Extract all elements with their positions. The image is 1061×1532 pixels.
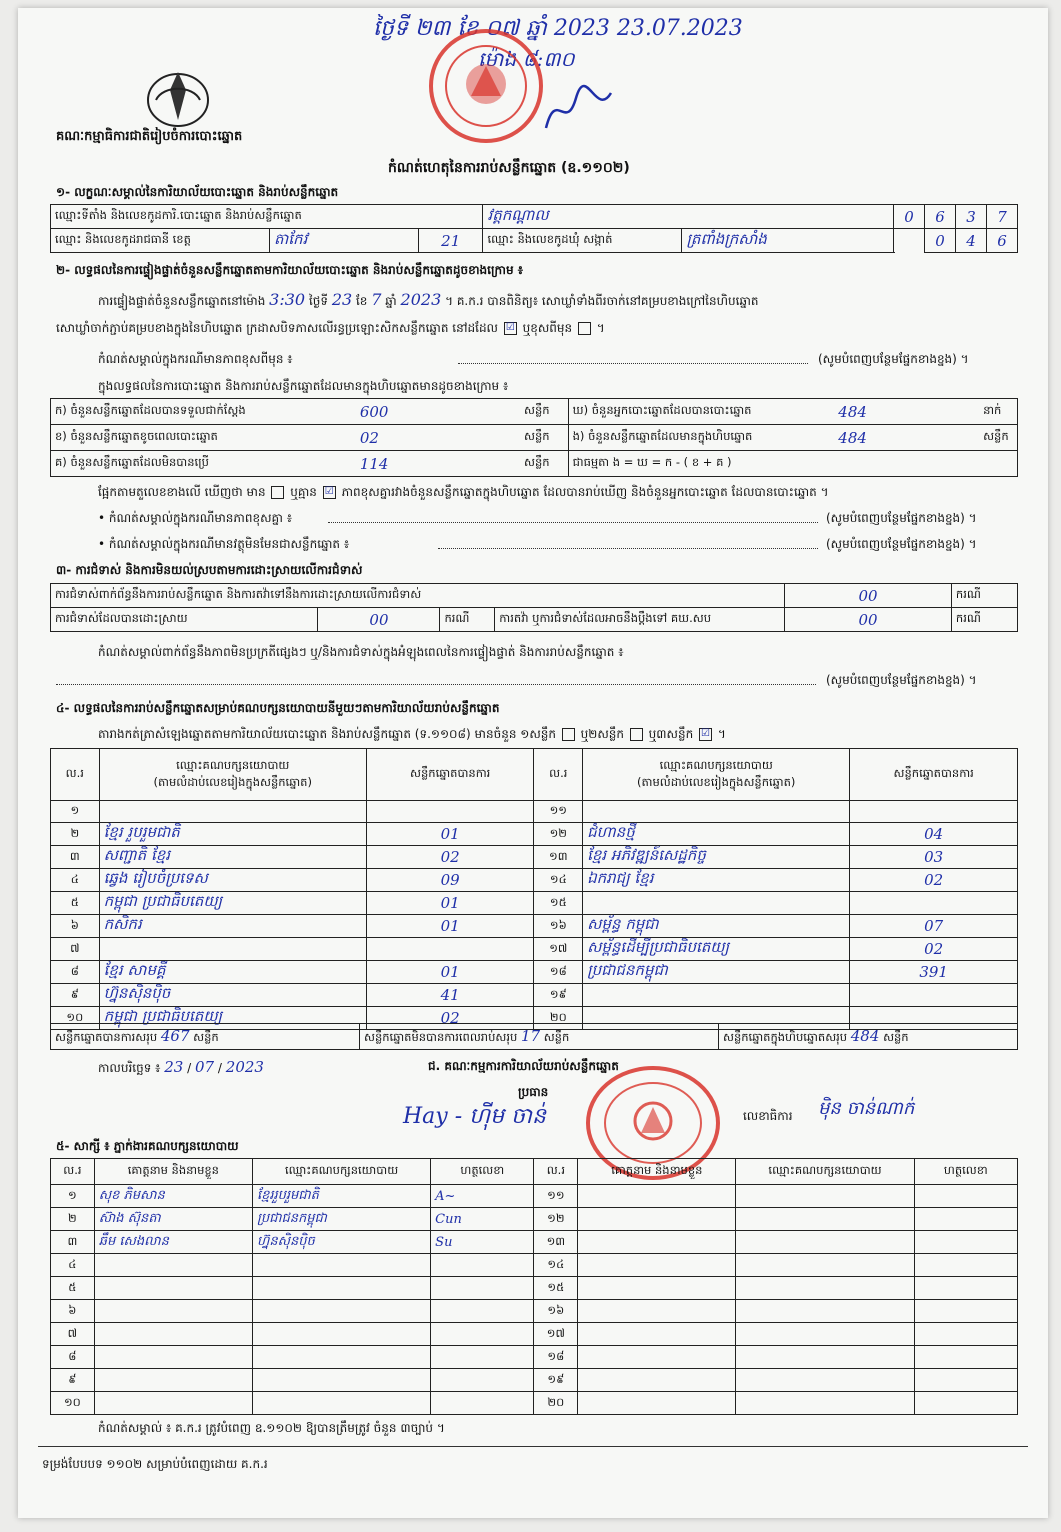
witness-signature: A~	[431, 1185, 534, 1208]
province-code: 21	[419, 229, 483, 253]
formula: ជាធម្មតា ង = ឃ = ក - ( ខ + គ )	[568, 451, 1017, 477]
party-no: ២០	[534, 1007, 583, 1030]
seal-text: សោឃ្លាំចាក់ភ្ជាប់គម្របខាងក្នុងនៃហិបឆ្នោត ក្រដាសបិទភាសលើរន្ធប្រឡោះសិកសន្លឹកឆ្នោត នៅដដែល	[56, 321, 498, 335]
witness-signature	[431, 1392, 534, 1415]
witness-party	[252, 1346, 430, 1369]
appeal-unit: ករណី	[951, 608, 1017, 632]
th-no-right: ល.រ	[534, 749, 583, 801]
witness-no: ១៩	[534, 1369, 578, 1392]
bullet-foreign-object: • កំណត់សម្គាល់ក្នុងករណីមានវត្ថុមិនមែនជាសន្លឹកឆ្នោត ៖	[98, 537, 350, 551]
section2-heading: ២- លទ្ធផលនៃការផ្ទៀងផ្ទាត់ចំនួនសន្លឹកឆ្នោតតាមការិយាល័យបោះឆ្នោត និងរាប់សន្លឹកឆ្នោតដូចខាងក្រោម ៖	[56, 263, 524, 277]
witness-signature	[914, 1254, 1017, 1277]
party-name: ប្រជាជនកម្ពុជា	[583, 961, 850, 984]
votes-table	[50, 748, 1018, 1030]
three-sheet-checkbox[interactable]: ☑	[699, 728, 712, 741]
table-row	[51, 801, 1018, 823]
witness-no: ៣	[51, 1231, 95, 1254]
witness-name	[578, 1323, 736, 1346]
party-votes: 01	[366, 961, 534, 984]
th-w-sign-left: ហត្ថលេខា	[431, 1159, 534, 1185]
witness-signature	[914, 1392, 1017, 1415]
ngo-label: ឃ) ចំនួនអ្នកបោះឆ្នោតដែលបានបោះឆ្នោត	[568, 399, 834, 425]
th-w-name-right: គោត្តនាម និងនាមខ្លួន	[578, 1159, 736, 1185]
party-no: ១៨	[534, 961, 583, 984]
intro-text-b: ឬ២សន្លឹក	[580, 727, 625, 741]
party-no: ១	[51, 801, 100, 823]
witness-name	[578, 1185, 736, 1208]
table-row	[51, 984, 1018, 1007]
difference-note-label: កំណត់សម្គាល់ក្នុងករណីមានភាពខុសពីមុន ៖	[98, 352, 293, 366]
commune-code-digit: 0	[925, 229, 956, 253]
party-votes: 391	[850, 961, 1018, 984]
appeal-label: ការតវ៉ា ឬការជំទាស់ដែលអាចនឹងប្តឹងទៅ គឃ.សប	[495, 608, 785, 632]
total-invalid-unit: សន្លឹក	[543, 1029, 570, 1044]
witness-name	[578, 1392, 736, 1415]
location-code-digit: 3	[956, 205, 987, 229]
witness-party	[736, 1231, 914, 1254]
party-no: ៨	[51, 961, 100, 984]
witness-no: ៥	[51, 1277, 95, 1300]
ng-label: ង) ចំនួនសន្លឹកឆ្នោតដែលមានក្នុងហិបឆ្នោត	[568, 425, 834, 451]
party-no: ១២	[534, 823, 583, 846]
verification-line	[98, 290, 758, 311]
difference-no-checkbox[interactable]: ☑	[323, 486, 336, 499]
table-row	[51, 1185, 1018, 1208]
witness-no: ២	[51, 1208, 95, 1231]
witness-party	[736, 1254, 914, 1277]
party-no: ១៥	[534, 892, 583, 915]
changed-checkbox[interactable]	[578, 322, 591, 335]
objection-label: ការជំទាស់ពាក់ព័ន្ធនឹងការរាប់សន្លឹកឆ្នោត និងការតវ៉ាទៅនឹងការដោះស្រាយលើការជំទាស់	[51, 584, 785, 608]
witness-signature: Cun	[431, 1208, 534, 1231]
witness-signature	[431, 1323, 534, 1346]
table-row	[51, 1254, 1018, 1277]
witness-party	[736, 1346, 914, 1369]
ngo-value: 484	[834, 399, 979, 425]
results-intro: ក្នុងលទ្ធផលនៃការបោះឆ្នោត និងការរាប់សន្លឹកឆ្នោតដែលមានក្នុងហិបឆ្នោតមានដូចខាងក្រោម ៖	[98, 379, 509, 393]
party-votes: 09	[366, 869, 534, 892]
resolved-label: ការជំទាស់ដែលបានដោះស្រាយ	[51, 608, 318, 632]
total-valid-unit: សន្លឹក	[193, 1029, 219, 1044]
committee-label: ជ. គណៈកម្មការការិយាល័យរាប់សន្លឹកឆ្នោត	[428, 1059, 619, 1073]
location-code-digit: 7	[987, 205, 1018, 229]
party-no: ៣	[51, 846, 100, 869]
handwritten-date-note: ថ្ងៃទី ២៣ ខែ ០៧ ឆ្នាំ 2023 23.07.2023	[373, 16, 743, 41]
party-votes: 04	[850, 823, 1018, 846]
witness-signature	[914, 1208, 1017, 1231]
table-row	[51, 1346, 1018, 1369]
party-no: ១១	[534, 801, 583, 823]
two-sheet-checkbox[interactable]	[630, 728, 643, 741]
ng-value: 484	[834, 425, 979, 451]
day-label: ថ្ងៃទី	[308, 294, 328, 308]
commune-value: ត្រពាំងក្រសាំង	[682, 229, 894, 253]
witness-signature	[914, 1277, 1017, 1300]
party-name: ខ្មែរ រួបរួមជាតិ	[99, 823, 366, 846]
party-name: ខ្មែរ សាមគ្គី	[99, 961, 366, 984]
bullet-difference: • កំណត់សម្គាល់ក្នុងករណីមានភាពខុសគ្នា ៖	[98, 511, 293, 525]
witness-party	[252, 1392, 430, 1415]
party-name: ខ្មែរ អភិវឌ្ឍន៍សេដ្ឋកិច្ច	[583, 846, 850, 869]
year-label: ឆ្នាំ	[385, 294, 397, 308]
signature-top	[536, 78, 616, 138]
witness-party	[736, 1185, 914, 1208]
witness-name: ឆឹម សេងលាន	[94, 1231, 252, 1254]
witness-name	[94, 1277, 252, 1300]
party-votes: 41	[366, 984, 534, 1007]
month-label: ខែ	[356, 294, 368, 308]
witness-party	[736, 1392, 914, 1415]
kha-unit: សន្លឹក	[520, 425, 568, 451]
fill-hint-2: (សូមបំពេញបន្ថែមផ្នែកខាងខ្នង) ។	[826, 511, 977, 525]
location-label: ឈ្មោះទីតាំង និងលេខកូដការិ.បោះឆ្នោត និងរាប់សន្លឹកឆ្នោត	[51, 205, 483, 229]
witness-no: ១៦	[534, 1300, 578, 1323]
section4-heading: ៤- លទ្ធផលនៃការរាប់សន្លឹកឆ្នោតសម្រាប់គណបក្សនយោបាយនីមួយៗតាមការិយាល័យរាប់សន្លឹកឆ្នោត	[56, 701, 500, 715]
witness-no: ២០	[534, 1392, 578, 1415]
date-line: កាលបរិច្ឆេទ ៖ 23 / 07 / 2023	[98, 1058, 264, 1076]
resolved-value: 00	[318, 608, 440, 632]
commune-label: ឈ្មោះ និងលេខកូដឃុំ សង្កាត់	[483, 229, 682, 253]
difference-note-line	[458, 351, 808, 364]
witness-name	[94, 1369, 252, 1392]
footer-text: ទម្រង់បែបបទ ១១០២ សម្រាប់បំពេញដោយ គ.ក.រ	[42, 1457, 268, 1471]
witness-party: ហ្វ៊ុនស៊ិនប៉ិច	[252, 1231, 430, 1254]
party-name: សញ្ជាតិ ខ្មែរ	[99, 846, 366, 869]
table-row	[51, 1323, 1018, 1346]
party-name	[99, 801, 366, 823]
party-no: ៤	[51, 869, 100, 892]
party-no: ៥	[51, 892, 100, 915]
th-w-sign-right: ហត្ថលេខា	[914, 1159, 1017, 1185]
commune-code-digit: 6	[987, 229, 1018, 253]
witness-no: ១៤	[534, 1254, 578, 1277]
bullet-difference-line	[328, 510, 818, 523]
section5-note: កំណត់សម្គាល់ ៖ គ.ក.រ ត្រូវបំពេញ ឧ.១១០២ ឱ្យបានត្រឹមត្រូវ ចំនួន ៣ច្បាប់ ។	[98, 1421, 445, 1435]
witness-no: ១៣	[534, 1231, 578, 1254]
party-no: ១៣	[534, 846, 583, 869]
unchanged-checkbox[interactable]: ☑	[504, 322, 517, 335]
section1-table	[50, 204, 1018, 253]
witness-signature	[431, 1300, 534, 1323]
total-valid-label: សន្លឹកឆ្នោតបានការសរុប	[55, 1029, 158, 1044]
changed-label: ឬខុសពីមុន	[522, 321, 573, 335]
party-no: ១៦	[534, 915, 583, 938]
nec-emblem-icon	[138, 60, 218, 130]
witness-table	[50, 1158, 1018, 1415]
commune-code-digit: 4	[956, 229, 987, 253]
witness-no: ១២	[534, 1208, 578, 1231]
witness-party	[252, 1369, 430, 1392]
irregularity-note: កំណត់សម្គាល់ពាក់ព័ន្ធនឹងភាពមិនប្រក្រតីផ្សេងៗ ឬ/និងការជំទាស់ក្នុងអំឡុងពេលនៃការផ្ទៀងផ្ទាត់ និងការរាប់សន្លឹកឆ្នោត ៖	[98, 645, 624, 659]
party-votes: 07	[850, 915, 1018, 938]
witness-signature	[914, 1300, 1017, 1323]
section4-intro: តារាងកត់ត្រាសំឡេងឆ្នោតតាមការិយាល័យបោះឆ្នោត និងរាប់សន្លឹកឆ្នោត (ទ.១១០៨) មានចំនួន ១សន្លឹក ឬ២សន្លឹក ឬ៣សន្លឹក ☑ ។	[98, 727, 726, 741]
party-votes: 02	[850, 869, 1018, 892]
witness-name: ស៊ាង ស៊ុនតា	[94, 1208, 252, 1231]
th-party-right-text: ឈ្មោះគណបក្សនយោបាយ	[659, 757, 773, 772]
province-value: តាកែវ	[270, 229, 419, 253]
witness-party	[736, 1208, 914, 1231]
total-invalid-value: 17	[520, 1026, 541, 1045]
form-title: កំណត់ហេតុនៃការរាប់សន្លឹកឆ្នោត (ឧ.១១០២)	[388, 160, 630, 176]
witness-no: ៧	[51, 1323, 95, 1346]
party-votes	[850, 984, 1018, 1007]
ko-unit: សន្លឹក	[520, 451, 568, 477]
witness-signature: Su	[431, 1231, 534, 1254]
difference-yes-checkbox[interactable]	[271, 486, 284, 499]
witness-signature	[914, 1346, 1017, 1369]
ng-unit: សន្លឹក	[979, 425, 1017, 451]
party-name: កសិករ	[99, 915, 366, 938]
witness-no: ១១	[534, 1185, 578, 1208]
total-ballot	[719, 1024, 1018, 1050]
date-day: 23	[164, 1058, 184, 1076]
objection-value: 00	[785, 584, 952, 608]
table-row	[51, 1392, 1018, 1415]
witness-name	[94, 1254, 252, 1277]
kha-label: ខ) ចំនួនសន្លឹកឆ្នោតខូចពេលបោះឆ្នោត	[51, 425, 356, 451]
official-stamp-top	[426, 26, 546, 146]
witness-party	[252, 1254, 430, 1277]
result-text-a: ផ្អែកតាមតួលេខខាងលើ ឃើញថា មាន	[98, 485, 266, 499]
table-row	[51, 1369, 1018, 1392]
objection-unit: ករណី	[951, 584, 1017, 608]
party-name	[99, 938, 366, 961]
witness-signature	[914, 1231, 1017, 1254]
witness-name	[578, 1346, 736, 1369]
table-row	[51, 961, 1018, 984]
witness-no: ៨	[51, 1346, 95, 1369]
verify-text-a: ការផ្ទៀងផ្ទាត់ចំនួនសន្លឹកឆ្នោតនៅម៉ោង	[98, 294, 266, 308]
th-party-left	[99, 749, 366, 801]
verify-day: 23	[331, 290, 353, 309]
verify-year: 2023	[400, 290, 442, 309]
party-name: ឆ្វេង រៀបចំប្រទេស	[99, 869, 366, 892]
table-row	[51, 869, 1018, 892]
witness-signature	[431, 1277, 534, 1300]
party-name: សម្ព័ន្ធដើម្បីប្រជាធិបតេយ្យ	[583, 938, 850, 961]
witness-name: សុខ ភិមសាន	[94, 1185, 252, 1208]
ka-label: ក) ចំនួនសន្លឹកឆ្នោតដែលបានទទួលជាក់ស្តែង	[51, 399, 356, 425]
ko-label: គ) ចំនួនសន្លឹកឆ្នោតដែលមិនបានប្រើ	[51, 451, 356, 477]
table-row	[51, 915, 1018, 938]
party-name	[583, 892, 850, 915]
ballot-count-form	[18, 8, 1048, 1518]
ka-value: 600	[356, 399, 520, 425]
total-valid-value: 467	[160, 1026, 190, 1045]
one-sheet-checkbox[interactable]	[562, 728, 575, 741]
witness-party: ប្រជាជនកម្ពុជា	[252, 1208, 430, 1231]
party-name: កម្ពុជា ប្រជាធិបតេយ្យ	[99, 1007, 366, 1030]
witness-signature	[431, 1254, 534, 1277]
party-name: ហ្វ៊ុនស៊ិនប៉ិច	[99, 984, 366, 1007]
result-text-b: ឬគ្មាន	[290, 485, 317, 499]
result-text-c: ភាពខុសគ្នារវាងចំនួនសន្លឹកឆ្នោតក្នុងហិបឆ្នោត ដែលបានរាប់ឃើញ និងចំនួនអ្នកបោះឆ្នោត ដែលបានបោះឆ្នោត ។	[341, 485, 829, 499]
intro-text: តារាងកត់ត្រាសំឡេងឆ្នោតតាមការិយាល័យបោះឆ្នោត និងរាប់សន្លឹកឆ្នោត (ទ.១១០៨) មានចំនួន ១សន្លឹក	[98, 727, 556, 741]
witness-name	[94, 1300, 252, 1323]
witness-name	[578, 1277, 736, 1300]
witness-signature	[914, 1185, 1017, 1208]
verify-text-b: ។ គ.ក.រ បានពិនិត្យ៖ សោឃ្លាំទាំងពីរចាក់នៅគម្របខាងក្រៅនៃហិបឆ្នោត	[445, 294, 759, 308]
party-no: ៩	[51, 984, 100, 1007]
party-no: ១៤	[534, 869, 583, 892]
table-row	[51, 1231, 1018, 1254]
table-row	[51, 1208, 1018, 1231]
president-signature: Hay - ហ៊ីម ចាន់	[403, 1104, 546, 1129]
fill-hint-4: (សូមបំពេញបន្ថែមផ្នែកខាងខ្នង) ។	[826, 673, 977, 687]
fill-hint: (សូមបំពេញបន្ថែមផ្នែកខាងខ្នង) ។	[818, 352, 969, 366]
witness-name	[578, 1369, 736, 1392]
th-w-party-right: ឈ្មោះគណបក្សនយោបាយ	[736, 1159, 914, 1185]
witness-name	[578, 1300, 736, 1323]
ngo-unit: នាក់	[979, 399, 1017, 425]
total-valid	[51, 1024, 360, 1050]
footer-divider	[38, 1446, 1028, 1447]
witness-no: ៦	[51, 1300, 95, 1323]
party-no: ២	[51, 823, 100, 846]
party-no: ១៧	[534, 938, 583, 961]
total-ballot-label: សន្លឹកឆ្នោតក្នុងហិបឆ្នោតសរុប	[723, 1029, 848, 1044]
province-label: ឈ្មោះ និងលេខកូដរាជធានី ខេត្ត	[51, 229, 270, 253]
th-votes-right: សន្លឹកឆ្នោតបានការ	[850, 749, 1018, 801]
party-votes	[366, 938, 534, 961]
party-votes: 01	[366, 915, 534, 938]
irregularity-line	[56, 672, 816, 685]
witness-name	[578, 1231, 736, 1254]
handwritten-time-note: ម៉ោង ៨:៣០	[478, 47, 575, 71]
table-row	[51, 938, 1018, 961]
table-row	[51, 892, 1018, 915]
ka-unit: សន្លឹក	[520, 399, 568, 425]
th-w-no-right: ល.រ	[534, 1159, 578, 1185]
party-votes	[850, 892, 1018, 915]
witness-no: ៤	[51, 1254, 95, 1277]
party-votes: 02	[850, 938, 1018, 961]
votes-totals	[50, 1023, 1018, 1050]
th-votes-left: សន្លឹកឆ្នោតបានការ	[366, 749, 534, 801]
party-name	[583, 984, 850, 1007]
total-ballot-value: 484	[850, 1026, 880, 1045]
th-w-party-left: ឈ្មោះគណបក្សនយោបាយ	[252, 1159, 430, 1185]
section1-heading: ១- លក្ខណៈសម្គាល់នៃការិយាល័យបោះឆ្នោត និងរាប់សន្លឹកឆ្នោត	[56, 185, 339, 199]
party-no: ១០	[51, 1007, 100, 1030]
secretary-label: លេខាធិការ	[743, 1109, 793, 1123]
section2-counts-table	[50, 398, 1018, 477]
party-votes: 02	[366, 846, 534, 869]
th-no-left: ល.រ	[51, 749, 100, 801]
witness-party	[252, 1323, 430, 1346]
party-votes: 01	[366, 823, 534, 846]
witness-name	[94, 1346, 252, 1369]
party-votes: 02	[366, 1007, 534, 1030]
location-code-digit: 6	[925, 205, 956, 229]
party-votes: 01	[366, 892, 534, 915]
th-party-right-sub: (តាមលំដាប់លេខរៀងក្នុងសន្លឹកឆ្នោត)	[637, 774, 796, 789]
party-name: ឯករាជ្យ ខ្មែរ	[583, 869, 850, 892]
section3-heading: ៣- ការជំទាស់ និងការមិនយល់ស្របតាមការដោះស្រាយលើការជំទាស់	[56, 563, 363, 577]
party-name: សម្ព័ន្ធ កម្ពុជា	[583, 915, 850, 938]
th-w-name-left: គោត្តនាម និងនាមខ្លួន	[94, 1159, 252, 1185]
witness-no: ៩	[51, 1369, 95, 1392]
witness-party: ខ្មែររួបរួមជាតិ	[252, 1185, 430, 1208]
table-row	[51, 1300, 1018, 1323]
witness-signature	[914, 1323, 1017, 1346]
witness-party	[736, 1300, 914, 1323]
witness-no: ១៧	[534, 1323, 578, 1346]
bullet-foreign-line	[438, 536, 818, 549]
location-code-digit: 0	[894, 205, 925, 229]
party-votes	[850, 801, 1018, 823]
th-party-right	[583, 749, 850, 801]
total-invalid	[360, 1024, 719, 1050]
th-party-left-sub: (តាមលំដាប់លេខរៀងក្នុងសន្លឹកឆ្នោត)	[153, 774, 312, 789]
location-value: វត្តកណ្តាល	[483, 205, 894, 229]
resolved-unit: ករណី	[440, 608, 495, 632]
org-name: គណៈកម្មាធិការជាតិរៀបចំការបោះឆ្នោត	[56, 129, 243, 144]
verify-month: 7	[371, 290, 382, 309]
witness-name	[578, 1254, 736, 1277]
intro-text-c: ឬ៣សន្លឹក	[648, 727, 694, 741]
party-name: ជំហានថ្មី	[583, 823, 850, 846]
party-no: ៦	[51, 915, 100, 938]
fill-hint-3: (សូមបំពេញបន្ថែមផ្នែកខាងខ្នង) ។	[826, 537, 977, 551]
table-row	[51, 846, 1018, 869]
party-name	[583, 801, 850, 823]
witness-signature	[431, 1369, 534, 1392]
witness-no: ១៨	[534, 1346, 578, 1369]
witness-party	[252, 1277, 430, 1300]
verify-time: 3:30	[269, 290, 306, 309]
result-line	[98, 484, 829, 502]
witness-name	[94, 1323, 252, 1346]
witness-signature	[914, 1369, 1017, 1392]
table-row	[51, 1277, 1018, 1300]
table-row	[51, 823, 1018, 846]
total-ballot-unit: សន្លឹក	[883, 1029, 909, 1044]
president-label: ប្រធាន	[518, 1085, 549, 1099]
date-month: 07	[195, 1058, 215, 1076]
section3-table	[50, 583, 1018, 632]
witness-signature	[431, 1346, 534, 1369]
date-label: កាលបរិច្ឆេទ ៖	[98, 1061, 161, 1075]
witness-no: ១៥	[534, 1277, 578, 1300]
party-votes: 03	[850, 846, 1018, 869]
kha-value: 02	[356, 425, 520, 451]
witness-party	[736, 1369, 914, 1392]
party-name: កម្ពុជា ប្រជាធិបតេយ្យ	[99, 892, 366, 915]
seal-line: សោឃ្លាំចាក់ភ្ជាប់គម្របខាងក្នុងនៃហិបឆ្នោត ក្រដាសបិទភាសលើរន្ធប្រឡោះសិកសន្លឹកឆ្នោត នៅដដែល ☑ ឬខុសពីមុន ។	[56, 321, 605, 335]
appeal-value: 00	[785, 608, 952, 632]
ko-value: 114	[356, 451, 520, 477]
secretary-signature: ម៉ិន ចាន់ណាក់	[818, 1098, 915, 1119]
witness-party	[736, 1323, 914, 1346]
witness-name	[578, 1208, 736, 1231]
date-year: 2023	[225, 1058, 264, 1076]
party-no: ១៩	[534, 984, 583, 1007]
party-no: ៧	[51, 938, 100, 961]
th-party-left-text: ឈ្មោះគណបក្សនយោបាយ	[176, 757, 290, 772]
witness-no: ១០	[51, 1392, 95, 1415]
witness-party	[736, 1277, 914, 1300]
witness-name	[94, 1392, 252, 1415]
section5-heading: ៥- សាក្សី ៖ ភ្នាក់ងារគណបក្សនយោបាយ	[56, 1139, 239, 1153]
witness-no: ១	[51, 1185, 95, 1208]
total-invalid-label: សន្លឹកឆ្នោតមិនបានការពេលរាប់សរុប	[364, 1029, 518, 1044]
th-w-no-left: ល.រ	[51, 1159, 95, 1185]
witness-party	[252, 1300, 430, 1323]
party-votes	[366, 801, 534, 823]
